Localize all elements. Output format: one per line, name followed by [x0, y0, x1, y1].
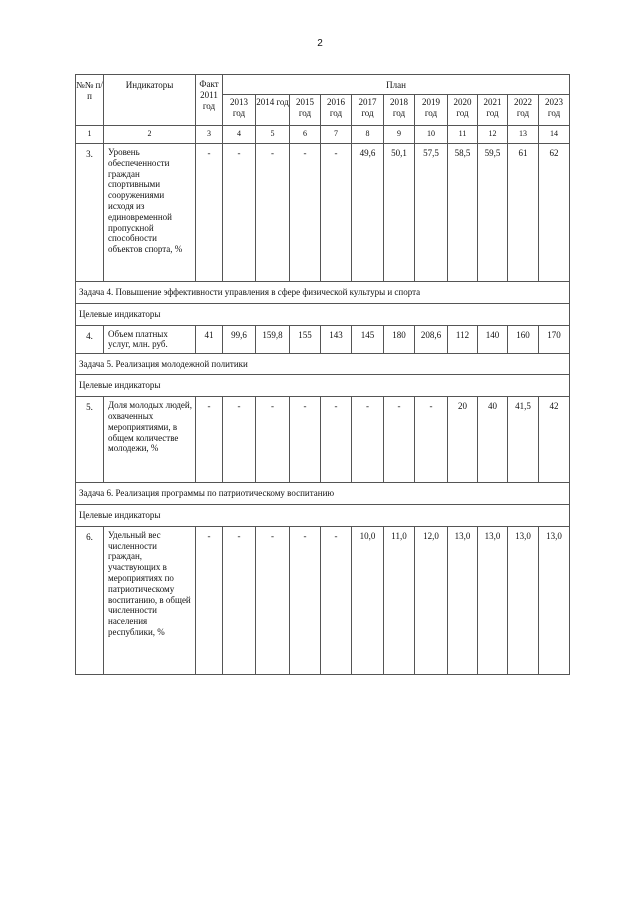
row-number: 5.: [76, 397, 104, 483]
value-cell: 99,6: [223, 325, 256, 353]
value-cell: -: [196, 397, 223, 483]
value-cell: -: [352, 397, 384, 483]
value-cell: -: [223, 397, 256, 483]
value-cell: -: [290, 144, 321, 282]
header-year: 2015 год: [290, 95, 321, 126]
target-indicators-label: Целевые индикаторы: [76, 504, 570, 526]
value-cell: -: [415, 397, 448, 483]
header-year: 2022 год: [508, 95, 539, 126]
value-cell: 159,8: [256, 325, 290, 353]
header-fact-2011: Факт 2011 год: [196, 75, 223, 126]
column-index: 4: [223, 126, 256, 144]
value-cell: 61: [508, 144, 539, 282]
indicators-table: [75, 74, 570, 675]
column-index: 10: [415, 126, 448, 144]
value-cell: -: [256, 144, 290, 282]
header-year: 2019 год: [415, 95, 448, 126]
value-cell: 180: [384, 325, 415, 353]
value-cell: 13,0: [508, 526, 539, 674]
indicator-name: Уровень обеспеченности граждан спортивными сооружениями исходя из единовременной пропускной способности объектов спорта, %: [104, 144, 196, 282]
header-year: 2016 год: [321, 95, 352, 126]
value-cell: 49,6: [352, 144, 384, 282]
target-row: [76, 504, 570, 526]
value-cell: 40: [478, 397, 508, 483]
section-title: Задача 6. Реализация программы по патриотическому воспитанию: [76, 483, 570, 505]
value-cell: -: [321, 144, 352, 282]
value-cell: 12,0: [415, 526, 448, 674]
table-index-row: [76, 126, 570, 144]
value-cell: 112: [448, 325, 478, 353]
table-header-row: [76, 75, 570, 95]
value-cell: -: [321, 526, 352, 674]
table-row: [76, 397, 570, 483]
header-number: №№ п/п: [76, 75, 104, 126]
value-cell: 20: [448, 397, 478, 483]
target-indicators-label: Целевые индикаторы: [76, 375, 570, 397]
column-index: 6: [290, 126, 321, 144]
column-index: 11: [448, 126, 478, 144]
indicator-name: Удельный вес численности граждан, участвующих в мероприятиях по патриотическому воспитанию, в общей численности населения республики, %: [104, 526, 196, 674]
value-cell: -: [256, 397, 290, 483]
section-row: [76, 483, 570, 505]
target-row: [76, 303, 570, 325]
column-index: 2: [104, 126, 196, 144]
value-cell: 145: [352, 325, 384, 353]
value-cell: 41: [196, 325, 223, 353]
value-cell: -: [290, 397, 321, 483]
target-indicators-label: Целевые индикаторы: [76, 303, 570, 325]
row-number: 4.: [76, 325, 104, 353]
value-cell: -: [223, 526, 256, 674]
column-index: 14: [539, 126, 570, 144]
indicator-name: Доля молодых людей, охваченных мероприятиями, в общем количестве молодежи, %: [104, 397, 196, 483]
page-number: 2: [317, 38, 323, 49]
section-row: [76, 353, 570, 375]
value-cell: -: [196, 526, 223, 674]
value-cell: 59,5: [478, 144, 508, 282]
value-cell: 155: [290, 325, 321, 353]
value-cell: 58,5: [448, 144, 478, 282]
column-index: 7: [321, 126, 352, 144]
header-year: 2023 год: [539, 95, 570, 126]
column-index: 1: [76, 126, 104, 144]
value-cell: 170: [539, 325, 570, 353]
header-indicators: Индикаторы: [104, 75, 196, 126]
value-cell: 160: [508, 325, 539, 353]
value-cell: 13,0: [539, 526, 570, 674]
column-index: 3: [196, 126, 223, 144]
value-cell: -: [196, 144, 223, 282]
value-cell: 10,0: [352, 526, 384, 674]
header-year: 2014 год: [256, 95, 290, 126]
value-cell: 62: [539, 144, 570, 282]
value-cell: 143: [321, 325, 352, 353]
table-row: [76, 144, 570, 282]
target-row: [76, 375, 570, 397]
column-index: 8: [352, 126, 384, 144]
section-row: [76, 282, 570, 304]
header-year: 2020 год: [448, 95, 478, 126]
column-index: 9: [384, 126, 415, 144]
section-title: Задача 4. Повышение эффективности управления в сфере физической культуры и спорта: [76, 282, 570, 304]
section-title: Задача 5. Реализация молодежной политики: [76, 353, 570, 375]
table-row: [76, 526, 570, 674]
value-cell: 13,0: [478, 526, 508, 674]
header-plan: План: [223, 75, 570, 95]
column-index: 13: [508, 126, 539, 144]
value-cell: -: [256, 526, 290, 674]
indicator-name: Объем платных услуг, млн. руб.: [104, 325, 196, 353]
column-index: 12: [478, 126, 508, 144]
value-cell: 208,6: [415, 325, 448, 353]
row-number: 6.: [76, 526, 104, 674]
value-cell: 140: [478, 325, 508, 353]
header-year: 2013 год: [223, 95, 256, 126]
value-cell: 50,1: [384, 144, 415, 282]
value-cell: 41,5: [508, 397, 539, 483]
row-number: 3.: [76, 144, 104, 282]
column-index: 5: [256, 126, 290, 144]
value-cell: -: [290, 526, 321, 674]
value-cell: 57,5: [415, 144, 448, 282]
table-row: [76, 325, 570, 353]
value-cell: -: [223, 144, 256, 282]
value-cell: 42: [539, 397, 570, 483]
value-cell: -: [384, 397, 415, 483]
value-cell: -: [321, 397, 352, 483]
header-year: 2018 год: [384, 95, 415, 126]
header-year: 2021 год: [478, 95, 508, 126]
value-cell: 11,0: [384, 526, 415, 674]
value-cell: 13,0: [448, 526, 478, 674]
header-year: 2017 год: [352, 95, 384, 126]
